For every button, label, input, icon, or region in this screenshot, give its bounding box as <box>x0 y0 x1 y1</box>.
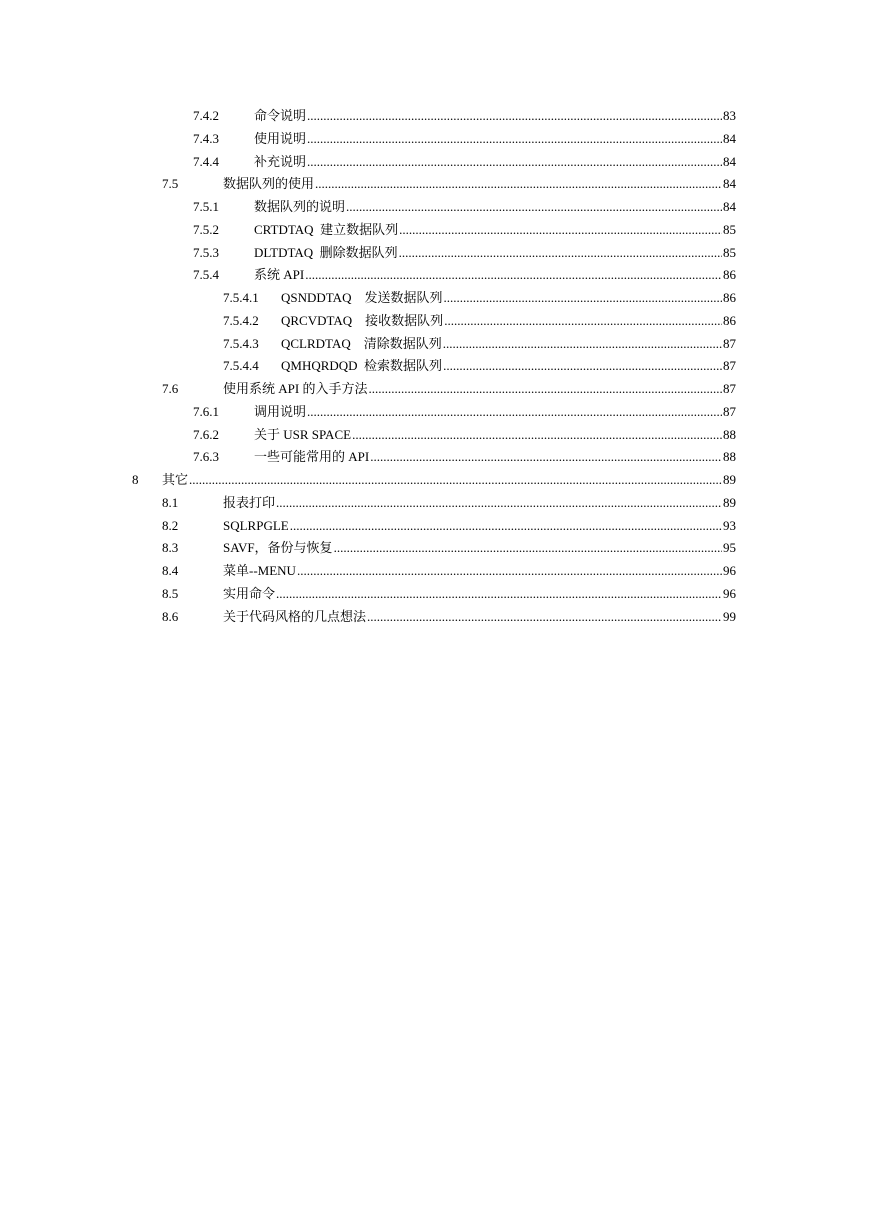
toc-entry[interactable] <box>162 583 736 605</box>
toc-entry[interactable] <box>223 287 736 309</box>
toc-entry-number: 7.6.3 <box>193 449 219 465</box>
toc-entry-page-number: 86 <box>723 312 736 328</box>
toc-entry-title: 关于代码风格的几点想法 <box>223 608 367 624</box>
dot-leader <box>307 151 722 173</box>
toc-entry[interactable] <box>193 401 736 423</box>
toc-entry-page-number: 86 <box>723 290 736 305</box>
toc-entry-number: 7.5.4.3 <box>223 335 259 351</box>
toc-entry-number: 7.5.4 <box>193 267 219 283</box>
toc-entry[interactable] <box>193 424 736 446</box>
toc-entry-title: CRTDTAQ 建立数据队列 <box>254 221 399 237</box>
toc-entry-number: 7.5.4.1 <box>223 290 259 305</box>
toc-entry-page-number: 85 <box>723 244 736 260</box>
toc-entry[interactable] <box>193 151 736 173</box>
toc-entry[interactable] <box>162 606 736 628</box>
toc-entry-number: 7.5 <box>162 176 179 192</box>
toc-entry[interactable] <box>223 333 736 355</box>
dot-leader <box>297 560 722 582</box>
dot-leader <box>399 219 722 241</box>
toc-entry-page-number: 83 <box>723 108 736 123</box>
dot-leader <box>352 424 722 446</box>
toc-entry-title: 使用说明 <box>254 130 307 146</box>
toc-entry-number: 7.5.4.2 <box>223 312 259 328</box>
toc-entry-number: 8 <box>132 472 139 487</box>
toc-entry-page-number: 87 <box>723 335 736 351</box>
toc-entry[interactable] <box>193 196 736 218</box>
toc-entry-number: 7.5.4.4 <box>223 358 259 374</box>
toc-entry-page-number: 89 <box>723 494 736 510</box>
toc-entry-title: DLTDTAQ 删除数据队列 <box>254 244 398 260</box>
toc-entry-number: 7.4.4 <box>193 153 219 169</box>
dot-leader <box>307 128 722 150</box>
toc-entry[interactable] <box>132 469 736 491</box>
toc-entry-page-number: 87 <box>723 403 736 419</box>
dot-leader <box>367 606 722 628</box>
toc-entry[interactable] <box>162 173 736 195</box>
toc-entry[interactable] <box>193 242 736 264</box>
toc-entry-page-number: 93 <box>723 517 736 533</box>
toc-entry-number: 8.6 <box>162 608 179 624</box>
toc-entry-page-number: 96 <box>723 585 736 601</box>
toc-entry[interactable] <box>193 219 736 241</box>
toc-entry-page-number: 86 <box>723 267 736 283</box>
toc-entry-number: 7.5.1 <box>193 199 219 214</box>
toc-entry-title: SQLRPGLE <box>223 517 289 533</box>
toc-entry-page-number: 84 <box>723 199 736 214</box>
dot-leader <box>443 333 722 355</box>
toc-entry-page-number: 88 <box>723 426 736 442</box>
toc-entry-page-number: 87 <box>723 381 736 396</box>
dot-leader <box>399 242 722 264</box>
dot-leader <box>443 287 722 309</box>
toc-entry-page-number: 99 <box>723 608 736 624</box>
dot-leader <box>370 446 722 468</box>
toc-entry-page-number: 84 <box>723 176 736 192</box>
dot-leader <box>276 492 722 514</box>
dot-leader <box>276 583 722 605</box>
dot-leader <box>305 264 722 286</box>
toc-entry[interactable] <box>162 537 736 559</box>
dot-leader <box>444 310 722 332</box>
toc-entry[interactable] <box>162 515 736 537</box>
toc-entry-number: 7.6.1 <box>193 403 219 419</box>
toc-entry-title: SAVF，备份与恢复 <box>223 540 333 556</box>
toc-entry[interactable] <box>162 378 736 400</box>
toc-entry-title: QRCVDTAQ 接收数据队列 <box>281 312 444 328</box>
toc-entry-title: 一些可能常用的 API <box>254 449 370 465</box>
dot-leader <box>307 401 722 423</box>
toc-entry-title: 调用说明 <box>254 403 307 419</box>
toc-entry[interactable] <box>162 492 736 514</box>
dot-leader <box>307 105 722 127</box>
dot-leader <box>368 378 722 400</box>
toc-entry-number: 7.6 <box>162 381 179 396</box>
toc-entry[interactable] <box>162 560 736 582</box>
toc-entry[interactable] <box>223 355 736 377</box>
toc-entry-number: 7.4.3 <box>193 130 219 146</box>
toc-entry-page-number: 84 <box>723 153 736 169</box>
toc-entry-title: 报表打印 <box>223 494 276 510</box>
toc-entry-page-number: 89 <box>723 472 736 487</box>
toc-entry-page-number: 88 <box>723 449 736 465</box>
toc-entry-title: QCLRDTAQ 清除数据队列 <box>281 335 442 351</box>
toc-entry-title: 菜单--MENU <box>223 563 296 578</box>
toc-entry-title: 关于 USR SPACE <box>254 426 352 442</box>
toc-entry-number: 7.5.2 <box>193 221 219 237</box>
toc-entry-number: 8.3 <box>162 540 179 556</box>
toc-entry-number: 8.2 <box>162 517 179 533</box>
toc-entry[interactable] <box>193 446 736 468</box>
toc-entry-title: 使用系统 API 的入手方法 <box>223 381 368 396</box>
toc-entry[interactable] <box>193 264 736 286</box>
toc-entry-page-number: 87 <box>723 358 736 374</box>
toc-entry-number: 7.5.3 <box>193 244 219 260</box>
dot-leader <box>334 537 722 559</box>
toc-entry-number: 7.4.2 <box>193 108 219 123</box>
toc-entry-title: 数据队列的使用 <box>223 176 315 192</box>
toc-entry-title: 数据队列的说明 <box>254 199 346 214</box>
toc-entry-title: 系统 API <box>254 267 305 283</box>
dot-leader <box>189 469 722 491</box>
toc-entry-page-number: 95 <box>723 540 736 556</box>
toc-entry-title: 其它 <box>162 472 189 487</box>
toc-entry-number: 8.5 <box>162 585 179 601</box>
toc-entry-page-number: 84 <box>723 130 736 146</box>
toc-entry-title: 补充说明 <box>254 153 307 169</box>
dot-leader <box>315 173 722 195</box>
toc-entry[interactable] <box>193 105 736 127</box>
toc-entry-number: 7.6.2 <box>193 426 219 442</box>
toc-entry-title: 命令说明 <box>254 108 307 123</box>
toc-entry-number: 8.4 <box>162 563 179 578</box>
toc-entry-title: QMHQRDQD 检索数据队列 <box>281 358 443 374</box>
dot-leader <box>443 355 722 377</box>
toc-entry-page-number: 96 <box>723 563 736 578</box>
dot-leader <box>290 515 722 537</box>
toc-entry-title: 实用命令 <box>223 585 276 601</box>
toc-entry-number: 8.1 <box>162 494 179 510</box>
dot-leader <box>346 196 722 218</box>
toc-entry-title: QSNDDTAQ 发送数据队列 <box>281 290 443 305</box>
toc-entry-page-number: 85 <box>723 221 736 237</box>
toc-entry[interactable] <box>223 310 736 332</box>
toc-entry[interactable] <box>193 128 736 150</box>
